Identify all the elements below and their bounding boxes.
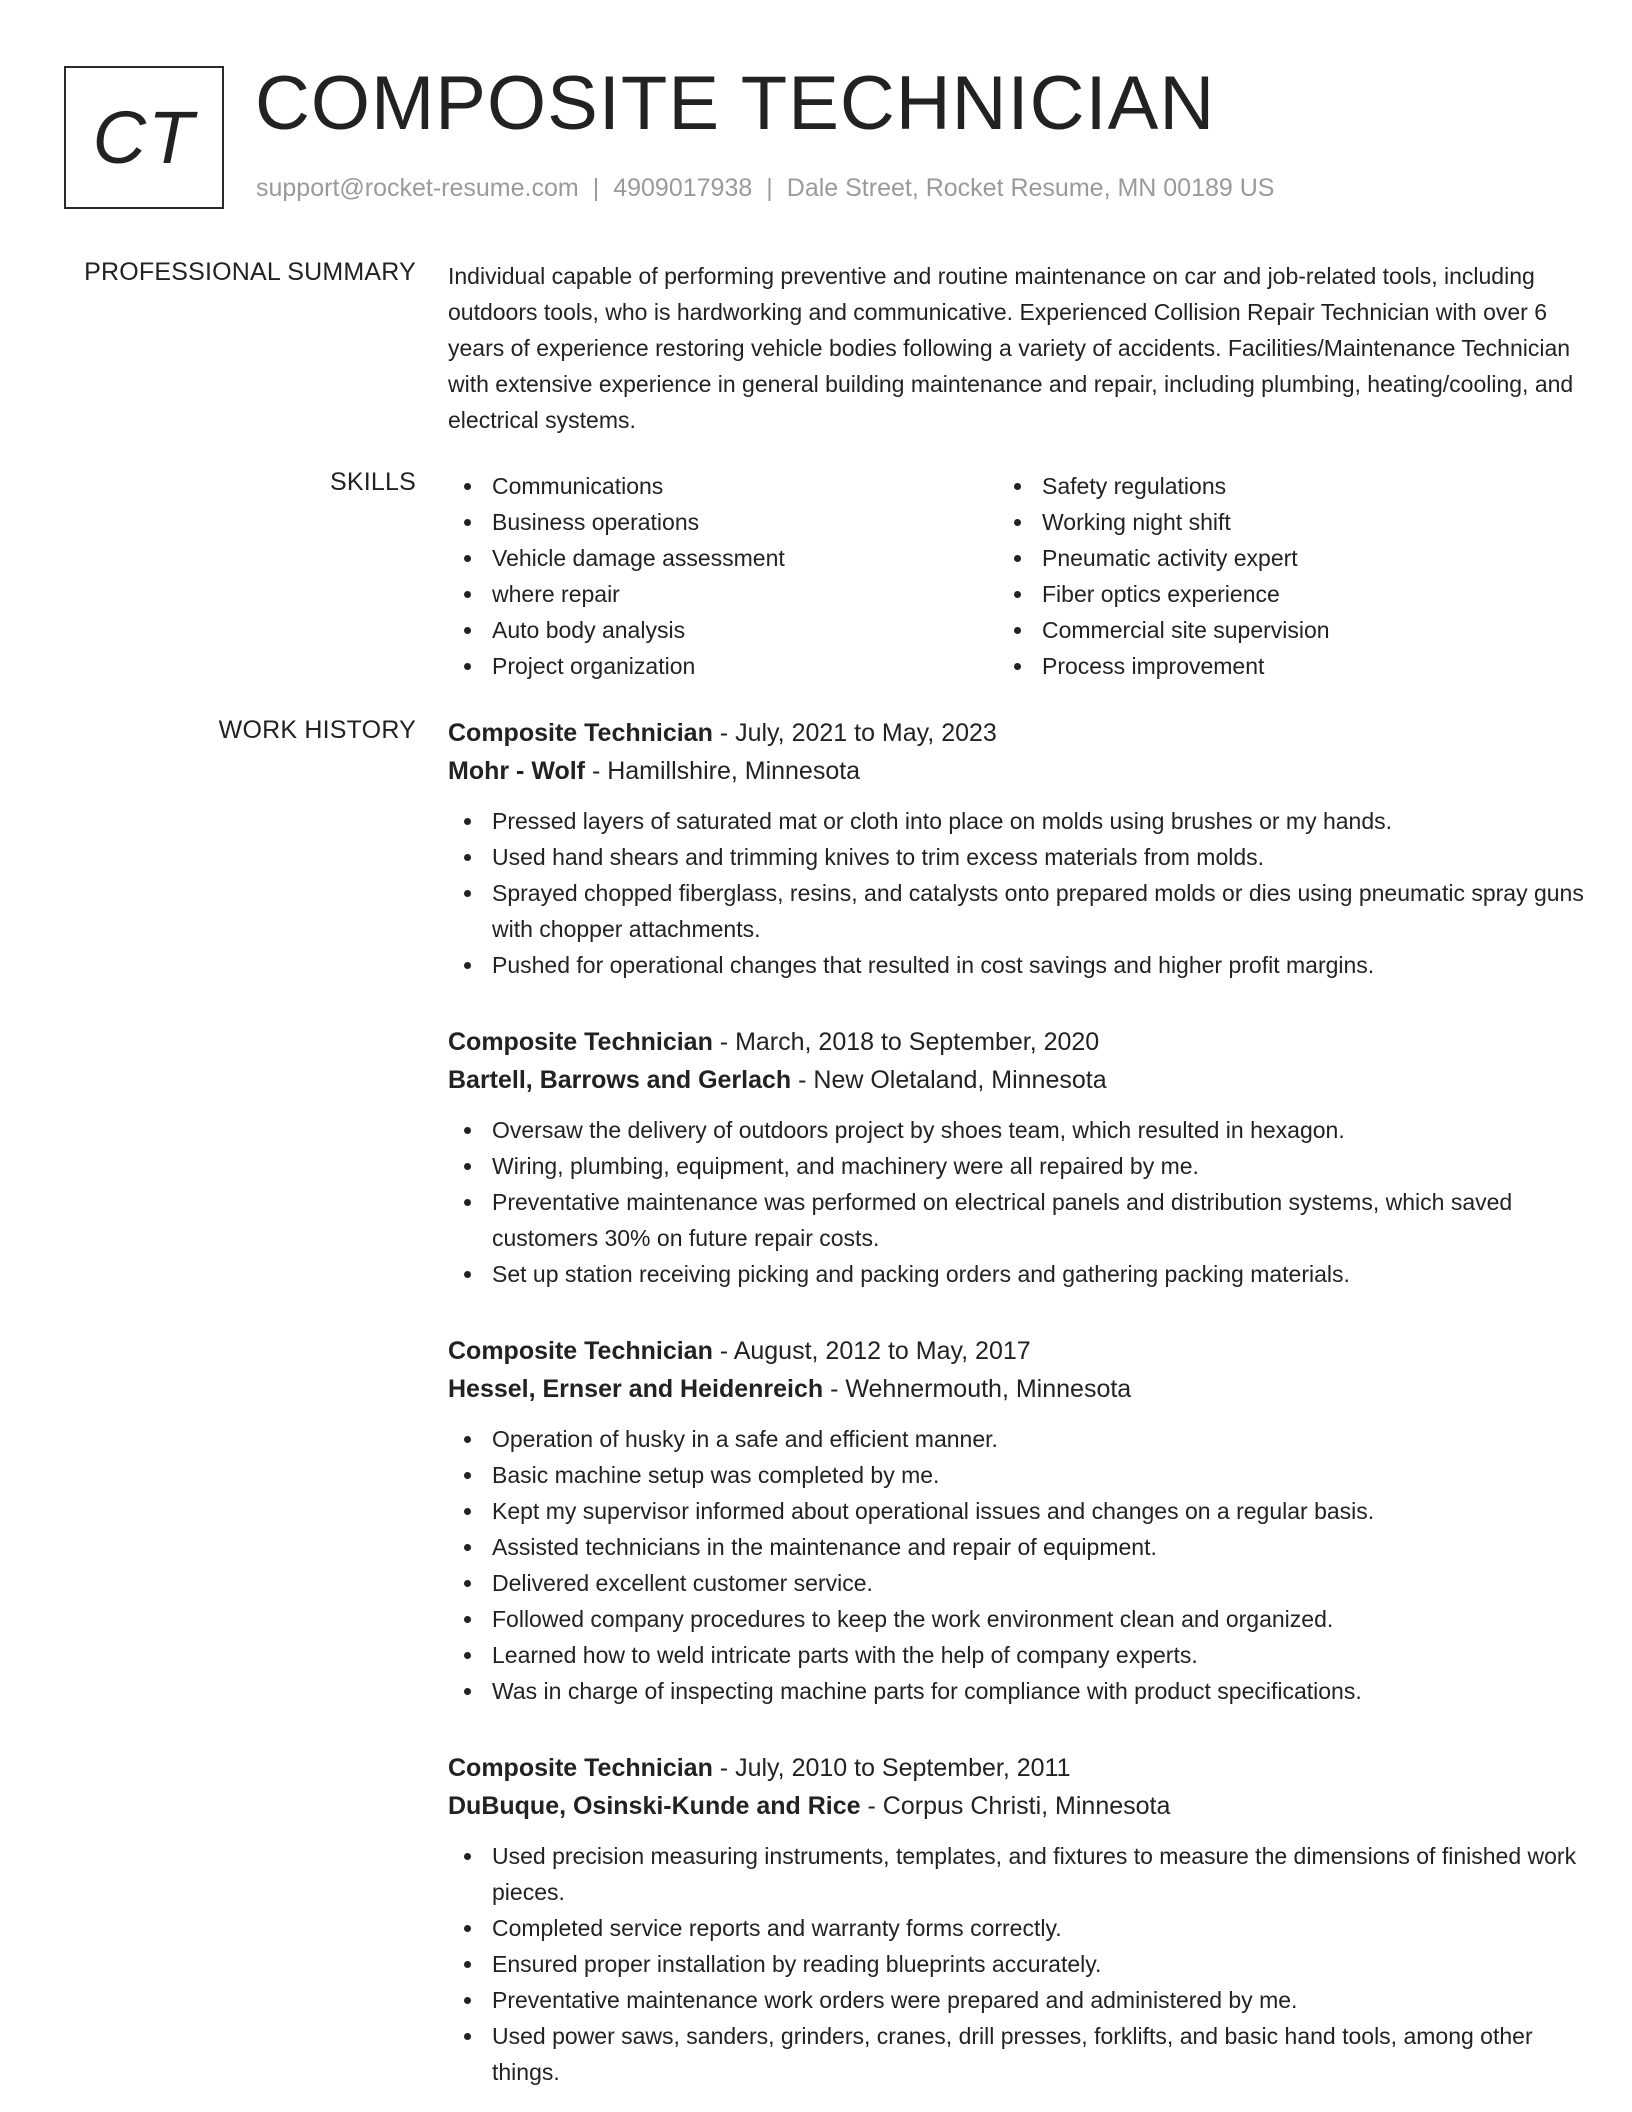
job-duty-item: Learned how to weld intricate parts with the help of company experts. [448, 1637, 1588, 1673]
skill-item: Vehicle damage assessment [448, 540, 998, 576]
work-body [448, 714, 1588, 2090]
job-entry [448, 1332, 1588, 1709]
job-duties-list [448, 803, 1588, 983]
skills-body [448, 468, 1588, 684]
job-duty-item: Pressed layers of saturated mat or cloth into place on molds using brushes or my hands. [448, 803, 1588, 839]
skills-list-right [998, 468, 1548, 684]
contact-phone[interactable]: 4909017938 [613, 174, 753, 202]
job-duty-item: Assisted technicians in the maintenance and repair of equipment. [448, 1529, 1588, 1565]
job-title: Composite Technician [448, 1028, 713, 1056]
skill-item: Process improvement [998, 648, 1548, 684]
job-duty-item: Used precision measuring instruments, templates, and fixtures to measure the dimensions of finished work pieces. [448, 1838, 1588, 1910]
job-title: Composite Technician [448, 719, 713, 747]
skills-list-left [448, 468, 998, 684]
skill-item: Safety regulations [998, 468, 1548, 504]
job-title-line [448, 714, 1588, 752]
job-dates: - August, 2012 to May, 2017 [712, 1337, 1031, 1365]
job-duty-item: Set up station receiving picking and packing orders and gathering packing materials. [448, 1256, 1588, 1292]
job-company: Bartell, Barrows and Gerlach [448, 1066, 792, 1094]
job-company: DuBuque, Osinski-Kunde and Rice [448, 1792, 861, 1820]
resume-title: COMPOSITE TECHNICIAN [255, 61, 1216, 146]
job-location: - Corpus Christi, Minnesota [860, 1792, 1171, 1820]
job-duty-item: Followed company procedures to keep the work environment clean and organized. [448, 1601, 1588, 1637]
monogram-logo: CT [64, 66, 224, 209]
job-title-line [448, 1332, 1588, 1370]
job-duty-item: Ensured proper installation by reading blueprints accurately. [448, 1946, 1588, 1982]
job-duties-list [448, 1421, 1588, 1709]
skill-item: Auto body analysis [448, 612, 998, 648]
job-duty-item: Oversaw the delivery of outdoors project by shoes team, which resulted in hexagon. [448, 1112, 1588, 1148]
skill-item: Commercial site supervision [998, 612, 1548, 648]
job-duty-item: Pushed for operational changes that resulted in cost savings and higher profit margins. [448, 947, 1588, 983]
job-dates: - July, 2021 to May, 2023 [712, 719, 997, 747]
contact-separator: | [766, 174, 773, 202]
job-duties-list [448, 1838, 1588, 2090]
skills-heading: SKILLS [330, 468, 416, 496]
contact-address: Dale Street, Rocket Resume, MN 00189 US [786, 174, 1275, 202]
job-dates: - July, 2010 to September, 2011 [712, 1754, 1071, 1782]
contact-separator: | [592, 174, 600, 202]
job-entry [448, 1749, 1588, 2090]
job-company: Hessel, Ernser and Heidenreich [448, 1375, 824, 1403]
job-title: Composite Technician [448, 1337, 713, 1365]
job-duty-item: Used hand shears and trimming knives to trim excess materials from molds. [448, 839, 1588, 875]
skill-item: Pneumatic activity expert [998, 540, 1548, 576]
skill-item: where repair [448, 576, 998, 612]
skill-item: Business operations [448, 504, 998, 540]
contact-email[interactable]: support@rocket-resume.com [256, 174, 579, 202]
job-duty-item: Sprayed chopped fiberglass, resins, and catalysts onto prepared molds or dies using pneumatic spray guns with chopper attachments. [448, 875, 1588, 947]
summary-text: Individual capable of performing preventive and routine maintenance on car and job-related tools, including outdoors tools, who is hardworking and communicative. Experienced Collision Repair Technician with over 6 years of experience restoring vehicle bodies following a variety of accidents. Facilities/Maintenance Technician with extensive experience in general building maintenance and repair, including plumbing, heating/cooling, and electrical systems. [448, 263, 1574, 433]
summary-body [448, 258, 1588, 438]
job-title: Composite Technician [448, 1754, 713, 1782]
work-heading: WORK HISTORY [218, 716, 416, 744]
summary-heading: PROFESSIONAL SUMMARY [84, 258, 416, 286]
skill-item: Fiber optics experience [998, 576, 1548, 612]
skill-item: Communications [448, 468, 998, 504]
job-duties-list [448, 1112, 1588, 1292]
job-company-line [448, 752, 1588, 790]
job-location: - New Oletaland, Minnesota [791, 1066, 1107, 1094]
job-location: - Hamillshire, Minnesota [585, 757, 861, 785]
job-duty-item: Basic machine setup was completed by me. [448, 1457, 1588, 1493]
job-duty-item: Was in charge of inspecting machine parts for compliance with product specifications. [448, 1673, 1588, 1709]
job-duty-item: Preventative maintenance was performed on electrical panels and distribution systems, which saved customers 30% on future repair costs. [448, 1184, 1588, 1256]
job-entry [448, 1023, 1588, 1292]
job-dates: - March, 2018 to September, 2020 [712, 1028, 1100, 1056]
job-location: - Wehnermouth, Minnesota [823, 1375, 1132, 1403]
resume-header [64, 61, 1584, 210]
job-duty-item: Kept my supervisor informed about operational issues and changes on a regular basis. [448, 1493, 1588, 1529]
job-duty-item: Operation of husky in a safe and efficient manner. [448, 1421, 1588, 1457]
contact-line [256, 174, 1274, 203]
job-duty-item: Delivered excellent customer service. [448, 1565, 1588, 1601]
job-company-line [448, 1370, 1588, 1408]
skill-item: Working night shift [998, 504, 1548, 540]
job-title-line [448, 1749, 1588, 1787]
job-duty-item: Wiring, plumbing, equipment, and machinery were all repaired by me. [448, 1148, 1588, 1184]
job-entry [448, 714, 1588, 983]
skill-item: Project organization [448, 648, 998, 684]
job-company-line [448, 1787, 1588, 1825]
job-duty-item: Used power saws, sanders, grinders, cranes, drill presses, forklifts, and basic hand tools, among other things. [448, 2018, 1588, 2090]
job-title-line [448, 1023, 1588, 1061]
job-duty-item: Preventative maintenance work orders were prepared and administered by me. [448, 1982, 1588, 2018]
job-duty-item: Completed service reports and warranty forms correctly. [448, 1910, 1588, 1946]
job-company: Mohr - Wolf [448, 757, 585, 785]
job-company-line [448, 1061, 1588, 1099]
